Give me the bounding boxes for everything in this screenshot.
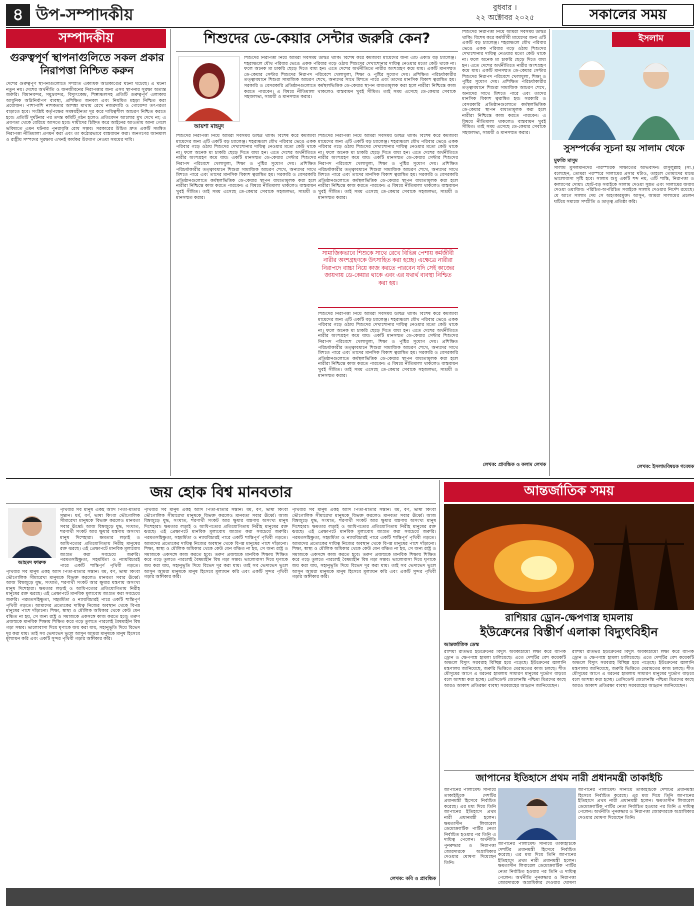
japan-body-col1: জাপানের পার্লামেন্ট সানায়ে তাকাইচিকে দেশটির প্রধানমন্ত্রী হিসেবে নির্বাচিত করেছে। এর মধ্য দিয়ে তিনি জাপানের ইতিহাসে প্রথম নারী প্রধানমন্ত্রী হলেন। ক্ষমতাসীন লিবারেল ডেমোক্র্যাটিক পার্টির নেতা নির্বাচিত হওয়ার পর তিনি এ দায়িত্ব পেলেন। অর্থনীতি পুনরুদ্ধার ও নিরাপত্তা জোরদারকে অগ্রাধিকার দেওয়ার ঘোষণা দিয়েছেন তিনি। — [444, 788, 496, 866]
humanity-body-col1: পৃথিবীর সব মানুষ একই আদি পিতা-মাতার সন্তান। ধর্ম, বর্ণ, ভাষা কিংবা ভৌগোলিক সীমারেখা মানুষকে বিভক্ত করলেও মানবতা সবার ঊর্ধ্বে। আজ বিশ্বজুড়ে যুদ্ধ, সংঘাত, শরণার্থী সংকট আর ক্ষুধার যন্ত্রণায় অসংখ্য মানুষ দিশেহারা। ক্ষমতার লড়াই ও আধিপত্যের প্রতিযোগিতায় নিরীহ মানুষের রক্ত ঝরছে। এই প্রেক্ষাপটে মানবিক মূল্যবোধ জাগ্রত করা সবচেয়ে জরুরি। পরমতসহিষ্ণুতা, সহমর্মিতা ও ন্যায়বিচারই পারে একটি শান্তিপূর্ণ পৃথিবী গড়তে। আমাদের প্রত্যেকের দায়িত্ব নিজের অবস্থান থেকে বিপন্ন মানুষের পাশে দাঁড়ানো। শিক্ষা, স্বাস্থ্য ও মৌলিক অধিকার থেকে কেউ যেন বঞ্চিত না হয়, সে জন্য রাষ্ট্র ও সমাজকে একসঙ্গে কাজ করতে হবে। তরুণ প্রজন্মকে মানবিক শিক্ষায় শিক্ষিত করে গড়ে তুলতে পারলেই বৈষম্যহীন বিশ্ব গড়া সম্ভব। ভালোবাসা দিয়ে ঘৃণাকে জয় করা যায়, সহানুভূতি দিয়ে বিভেদ দূর করা যায়। তাই সব ভেদাভেদ ভুলে আসুন আমরা মানুষকে মানুষ হিসেবে মূল্যায়ন করি এবং একটি সুন্দর পৃথিবী গড়ার অঙ্গীকার করি। — [6, 570, 140, 643]
ukraine-fire-photo — [444, 504, 694, 610]
section-title: উপ-সম্পাদকীয় — [36, 5, 134, 24]
column-divider — [170, 29, 171, 476]
international-label: আন্তর্জাতিক সময় — [444, 482, 694, 502]
author-portrait-icon — [179, 57, 239, 121]
humanity-byline: লেখক: কবি ও প্রাবন্ধিক — [389, 877, 436, 882]
masthead-logo: সকালের সময় — [562, 4, 694, 26]
daycare-body-col2b: শিশুদের নিরাপত্তা নিয়ে আমরা সবসময় উদ্বিগ্ন থাকি। বিশেষ করে কর্মজীবী মায়েদের জন্য এটি একটি বড় চ্যালেঞ্জ। শহরাঞ্চলে যৌথ পরিবার ভেঙে একক পরিবার গড়ে ওঠায় শিশুদের দেখাশোনার দায়িত্ব নেওয়ার মতো কেউ থাকে না। ফলে অনেক মা চাকরি ছেড়ে দিতে বাধ্য হন। এতে দেশের অর্থনীতিতে নারীর অংশগ্রহণ কমে যায়। একটি মানসম্মত ডে-কেয়ার সেন্টার শিশুদের নিরাপদ পরিবেশে খেলাধুলা, শিক্ষা ও পুষ্টির সুযোগ দেয়। প্রশিক্ষিত পরিচর্যাকারীর তত্ত্বাবধানে শিশুরা সামাজিক আচরণ শেখে, অন্যদের সাথে মিশতে পারে এবং তাদের মানসিক বিকাশ ত্বরান্বিত হয়। সরকারি ও বেসরকারি প্রতিষ্ঠানগুলোতে কর্মস্থলভিত্তিক ডে-কেয়ার স্থাপন বাধ্যতামূলক করা হলে নারীরা নিশ্চিন্তে কাজ করতে পারবেন। এ বিষয়ে নীতিমালা থাকলেও বাস্তবায়ন খুবই সীমিত। তাই সময় এসেছে ডে-কেয়ার সেবাকে সহজলভ্য, সাশ্রয়ী ও মানসম্মত করার। — [318, 312, 458, 379]
page-number: ৪ — [6, 4, 30, 26]
daycare-body-col2a: শিশুদের নিরাপত্তা নিয়ে আমরা সবসময় উদ্বিগ্ন থাকি। বিশেষ করে কর্মজীবী মায়েদের জন্য এটি একটি বড় চ্যালেঞ্জ। শহরাঞ্চলে যৌথ পরিবার ভেঙে একক পরিবার গড়ে ওঠায় শিশুদের দেখাশোনার দায়িত্ব নেওয়ার মতো কেউ থাকে না। ফলে অনেক মা চাকরি ছেড়ে দিতে বাধ্য হন। এতে দেশের অর্থনীতিতে নারীর অংশগ্রহণ কমে যায়। একটি মানসম্মত ডে-কেয়ার সেন্টার শিশুদের নিরাপদ পরিবেশে খেলাধুলা, শিক্ষা ও পুষ্টির সুযোগ দেয়। প্রশিক্ষিত পরিচর্যাকারীর তত্ত্বাবধানে শিশুরা সামাজিক আচরণ শেখে, অন্যদের সাথে মিশতে পারে এবং তাদের মানসিক বিকাশ ত্বরান্বিত হয়। সরকারি ও বেসরকারি প্রতিষ্ঠানগুলোতে কর্মস্থলভিত্তিক ডে-কেয়ার স্থাপন বাধ্যতামূলক করা হলে নারীরা নিশ্চিন্তে কাজ করতে পারবেন। এ বিষয়ে নীতিমালা থাকলেও বাস্তবায়ন খুবই সীমিত। তাই সময় এসেছে ডে-কেয়ার সেবাকে সহজলভ্য, সাশ্রয়ী ও মানসম্মত করার। — [318, 134, 458, 201]
japan-headline: জাপানের ইতিহাসে প্রথম নারী প্রধানমন্ত্রী তাকাইচি — [475, 773, 663, 784]
section-rule — [6, 478, 694, 479]
daycare-body-col1: শিশুদের নিরাপত্তা নিয়ে আমরা সবসময় উদ্বিগ্ন থাকি। বিশেষ করে কর্মজীবী মায়েদের জন্য এটি একটি বড় চ্যালেঞ্জ। শহরাঞ্চলে যৌথ পরিবার ভেঙে একক পরিবার গড়ে ওঠায় শিশুদের দেখাশোনার দায়িত্ব নেওয়ার মতো কেউ থাকে না। ফলে অনেক মা চাকরি ছেড়ে দিতে বাধ্য হন। এতে দেশের অর্থনীতিতে নারীর অংশগ্রহণ কমে যায়। একটি মানসম্মত ডে-কেয়ার সেন্টার শিশুদের নিরাপদ পরিবেশে খেলাধুলা, শিক্ষা ও পুষ্টির সুযোগ দেয়। প্রশিক্ষিত পরিচর্যাকারীর তত্ত্বাবধানে শিশুরা সামাজিক আচরণ শেখে, অন্যদের সাথে মিশতে পারে এবং তাদের মানসিক বিকাশ ত্বরান্বিত হয়। সরকারি ও বেসরকারি প্রতিষ্ঠানগুলোতে কর্মস্থলভিত্তিক ডে-কেয়ার স্থাপন বাধ্যতামূলক করা হলে নারীরা নিশ্চিন্তে কাজ করতে পারবেন। এ বিষয়ে নীতিমালা থাকলেও বাস্তবায়ন খুবই সীমিত। তাই সময় এসেছে ডে-কেয়ার সেবাকে সহজলভ্য, সাশ্রয়ী ও মানসম্মত করার। — [176, 134, 316, 201]
footer-band — [6, 888, 694, 906]
humanity-body-col2: পৃথিবীর সব মানুষ একই আদি পিতা-মাতার সন্তান। ধর্ম, বর্ণ, ভাষা কিংবা ভৌগোলিক সীমারেখা মানুষকে বিভক্ত করলেও মানবতা সবার ঊর্ধ্বে। আজ বিশ্বজুড়ে যুদ্ধ, সংঘাত, শরণার্থী সংকট আর ক্ষুধার যন্ত্রণায় অসংখ্য মানুষ দিশেহারা। ক্ষমতার লড়াই ও আধিপত্যের প্রতিযোগিতায় নিরীহ মানুষের রক্ত ঝরছে। এই প্রেক্ষাপটে মানবিক মূল্যবোধ জাগ্রত করা সবচেয়ে জরুরি। পরমতসহিষ্ণুতা, সহমর্মিতা ও ন্যায়বিচারই পারে একটি শান্তিপূর্ণ পৃথিবী গড়তে। আমাদের প্রত্যেকের দায়িত্ব নিজের অবস্থান থেকে বিপন্ন মানুষের পাশে দাঁড়ানো। শিক্ষা, স্বাস্থ্য ও মৌলিক অধিকার থেকে কেউ যেন বঞ্চিত না হয়, সে জন্য রাষ্ট্র ও সমাজকে একসঙ্গে কাজ করতে হবে। তরুণ প্রজন্মকে মানবিক শিক্ষায় শিক্ষিত করে গড়ে তুলতে পারলেই বৈষম্যহীন বিশ্ব গড়া সম্ভব। ভালোবাসা দিয়ে ঘৃণাকে জয় করা যায়, সহানুভূতি দিয়ে বিভেদ দূর করা যায়। তাই সব ভেদাভেদ ভুলে আসুন আমরা মানুষকে মানুষ হিসেবে মূল্যায়ন করি এবং একটি সুন্দর পৃথিবী গড়ার অঙ্গীকার করি। — [144, 508, 288, 581]
humanity-headline-rule — [6, 503, 436, 504]
japan-body-col3: জাপানের পার্লামেন্ট সানায়ে তাকাইচিকে দেশটির প্রধানমন্ত্রী হিসেবে নির্বাচিত করেছে। এর মধ্য দিয়ে তিনি জাপানের ইতিহাসে প্রথম নারী প্রধানমন্ত্রী হলেন। ক্ষমতাসীন লিবারেল ডেমোক্র্যাটিক পার্টির নেতা নির্বাচিত হওয়ার পর তিনি এ দায়িত্ব পেলেন। অর্থনীতি পুনরুদ্ধার ও নিরাপত্তা জোরদারকে অগ্রাধিকার দেওয়ার ঘোষণা — [498, 842, 576, 886]
author-photo — [178, 56, 240, 122]
japan-body-col2: জাপানের পার্লামেন্ট সানায়ে তাকাইচিকে দেশটির প্রধানমন্ত্রী হিসেবে নির্বাচিত করেছে। এর মধ্য দিয়ে তিনি জাপানের ইতিহাসে প্রথম নারী প্রধানমন্ত্রী হলেন। ক্ষমতাসীন লিবারেল ডেমোক্র্যাটিক পার্টির নেতা নির্বাচিত হওয়ার পর তিনি এ দায়িত্ব পেলেন। অর্থনীতি পুনরুদ্ধার ও নিরাপত্তা জোরদারকে অগ্রাধিকার দেওয়ার ঘোষণা দিয়েছেন তিনি। — [578, 788, 694, 821]
ukraine-body-col2: রাশিয়া রাতভর ইউক্রেনের বিদ্যুৎ অবকাঠামো লক্ষ্য করে ব্যাপক ড্রোন ও ক্ষেপণাস্ত্র হামলা চালিয়েছে। এতে দেশটির বেশ কয়েকটি অঞ্চলে বিদ্যুৎ সরবরাহ বিচ্ছিন্ন হয়ে পড়েছে। ইউক্রেনের জ্বালানি মন্ত্রণালয় জানিয়েছে, জরুরি ভিত্তিতে মেরামতের কাজ চলছে। শীত মৌসুমের আগে এ ধরনের হামলায় সাধারণ মানুষের দুর্ভোগ বাড়বে বলে আশঙ্কা করা হচ্ছে। প্রেসিডেন্ট জেলেনস্কি পশ্চিমা মিত্রদের কাছে আরও আকাশ প্রতিরক্ষা ব্যবস্থা সরবরাহের আহ্বান জানিয়েছেন। — [572, 650, 694, 689]
islam-byline: লেখক: ইসলামবিষয়ক গবেষক — [636, 465, 694, 470]
daycare-headline-rule — [176, 51, 458, 52]
author-portrait-icon — [8, 508, 56, 558]
column-divider — [549, 29, 550, 476]
daycare-headline: শিশুদের ডে-কেয়ার সেন্টার জরুরি কেন? — [203, 31, 431, 47]
humanity-author-photo — [8, 508, 56, 558]
humanity-headline: জয় হোক বিশ্ব মানবতার — [150, 483, 292, 501]
fire-explosion-icon — [444, 504, 694, 610]
ukraine-body-col1: রাশিয়া রাতভর ইউক্রেনের বিদ্যুৎ অবকাঠামো লক্ষ্য করে ব্যাপক ড্রোন ও ক্ষেপণাস্ত্র হামলা চালিয়েছে। এতে দেশটির বেশ কয়েকটি অঞ্চলে বিদ্যুৎ সরবরাহ বিচ্ছিন্ন হয়ে পড়েছে। ইউক্রেনের জ্বালানি মন্ত্রণালয় জানিয়েছে, জরুরি ভিত্তিতে মেরামতের কাজ চলছে। শীত মৌসুমের আগে এ ধরনের হামলায় সাধারণ মানুষের দুর্ভোগ বাড়বে বলে আশঙ্কা করা হচ্ছে। প্রেসিডেন্ট জেলেনস্কি পশ্চিমা মিত্রদের কাছে আরও আকাশ প্রতিরক্ষা ব্যবস্থা সরবরাহের আহ্বান জানিয়েছেন। — [444, 650, 566, 689]
islam-headline: সুসম্পর্কের সূচনা হয় সালাম থেকে — [563, 144, 685, 154]
editorial-headline: গুরুত্বপূর্ণ স্থাপনাগুলিতে সকল প্রকার নিরাপত্তা নিশ্চিত করুন — [9, 52, 165, 77]
daycare-intro: শিশুদের নিরাপত্তা নিয়ে আমরা সবসময় উদ্বিগ্ন থাকি। বিশেষ করে কর্মজীবী মায়েদের জন্য এটি একটি বড় চ্যালেঞ্জ। শহরাঞ্চলে যৌথ পরিবার ভেঙে একক পরিবার গড়ে ওঠায় শিশুদের দেখাশোনার দায়িত্ব নেওয়ার মতো কেউ থাকে না। ফলে অনেক মা চাকরি ছেড়ে দিতে বাধ্য হন। এতে দেশের অর্থনীতিতে নারীর অংশগ্রহণ কমে যায়। একটি মানসম্মত ডে-কেয়ার সেন্টার শিশুদের নিরাপদ পরিবেশে খেলাধুলা, শিক্ষা ও পুষ্টির সুযোগ দেয়। প্রশিক্ষিত পরিচর্যাকারীর তত্ত্বাবধানে শিশুরা সামাজিক আচরণ শেখে, অন্যদের সাথে মিশতে পারে এবং তাদের মানসিক বিকাশ ত্বরান্বিত হয়। সরকারি ও বেসরকারি প্রতিষ্ঠানগুলোতে কর্মস্থলভিত্তিক ডে-কেয়ার স্থাপন বাধ্যতামূলক করা হলে নারীরা নিশ্চিন্তে কাজ করতে পারবেন। এ বিষয়ে নীতিমালা থাকলেও বাস্তবায়ন খুবই সীমিত। তাই সময় এসেছে ডে-কেয়ার সেবাকে সহজলভ্য, সাশ্রয়ী ও মানসম্মত করার। — [244, 56, 456, 101]
islam-label: ইসলাম — [612, 32, 690, 47]
ukraine-headline-line2: ইউক্রেনের বিস্তীর্ণ এলাকা বিদ্যুৎবিহীন — [480, 625, 658, 639]
story-rule — [444, 770, 694, 771]
daycare-author: আয়শা মাহমুদ — [194, 124, 224, 130]
editorial-label: সম্পাদকীয় — [6, 29, 166, 48]
column-divider — [439, 480, 440, 886]
islam-body: সালাম মুসলমানদের পারস্পরিক সাক্ষাতের অভিবাদন। রাসুলুল্লাহ (সা.) বলেছেন, তোমরা পরস্পরে সালামের প্রসার ঘটাও, তাহলে তোমাদের মাঝে ভালোবাসা সৃষ্টি হবে। সালাম শুধু একটি শব্দ নয়, এটি শান্তি, নিরাপত্তা ও কল্যাণের দোয়া। ছোট-বড় সবাইকে সালাম দেওয়া সুন্নত এবং সালামের জবাব দেওয়া ওয়াজিব। পরিচিত-অপরিচিত সবাইকে সালাম দেওয়ার নির্দেশ রয়েছে। যে আগে সালাম দেয় সে অহংকারমুক্ত। আসুন, আমরা সালামের প্রচলন ঘটিয়ে সমাজে সম্প্রীতি ও ভ্রাতৃত্ব প্রতিষ্ঠা করি। — [554, 166, 694, 205]
header-rule — [6, 27, 694, 28]
humanity-intro: পৃথিবীর সব মানুষ একই আদি পিতা-মাতার সন্তান। ধর্ম, বর্ণ, ভাষা কিংবা ভৌগোলিক সীমারেখা মানুষকে বিভক্ত করলেও মানবতা সবার ঊর্ধ্বে। আজ বিশ্বজুড়ে যুদ্ধ, সংঘাত, শরণার্থী সংকট আর ক্ষুধার যন্ত্রণায় অসংখ্য মানুষ দিশেহারা। ক্ষমতার লড়াই ও আধিপত্যের প্রতিযোগিতায় নিরীহ মানুষের রক্ত ঝরছে। এই প্রেক্ষাপটে মানবিক মূল্যবোধ জাগ্রত করা সবচেয়ে জরুরি। পরমতসহিষ্ণুতা, সহমর্মিতা ও ন্যায়বিচারই পারে একটি শান্তিপূর্ণ পৃথিবী গড়তে। — [60, 508, 140, 568]
editorial-body: দেশের গুরুত্বপূর্ণ স্থাপনাগুলোতে সম্প্রতি একাধিক অগ্নিকাণ্ডের ঘটনা ঘটেছে। এ ঘটনা নতুন নয়। দেশের অর্থনীতি ও জনজীবনের নিরাপত্তার জন্য এসব স্থাপনার সুরক্ষা অত্যন্ত জরুরি। বিমানবন্দর, সমুদ্রবন্দর, বিদ্যুৎকেন্দ্র, শিল্পাঞ্চলসহ প্রতিটি গুরুত্বপূর্ণ এলাকায় আধুনিক অগ্নিনির্বাপণ ব্যবস্থা, প্রশিক্ষিত জনবল এবং নিয়মিত মহড়া নিশ্চিত করা প্রয়োজন। পাশাপাশি নাশকতার আশঙ্কা মাথায় রেখে নজরদারি ও গোয়েন্দা তৎপরতা বাড়াতে হবে। সংশ্লিষ্ট কর্তৃপক্ষের সমন্বয়হীনতা দূর করে দায়িত্বশীল আচরণ নিশ্চিত করতে হবে। প্রতিটি দুর্ঘটনার পর তদন্ত কমিটি গঠন হলেও প্রতিবেদন আলোর মুখ দেখে না; এ প্রবণতা থেকে বেরিয়ে আসতে হবে। দায়ীদের চিহ্নিত করে আইনের আওতায় আনা গেলে ভবিষ্যতে এমন ঘটনার পুনরাবৃত্তি রোধ সম্ভব। সরকারের উচিত দ্রুত একটি সমন্বিত নিরাপত্তা নীতিমালা প্রণয়ন করা এবং তা কঠোরভাবে বাস্তবায়ন করা। জনগণের জানমাল ও রাষ্ট্রীয় সম্পদের সুরক্ষায় এখনই কার্যকর উদ্যোগ নেওয়া সময়ের দাবি। — [6, 82, 166, 143]
daycare-byline: লেখক: প্রাবন্ধিক ও কলাম লেখক — [482, 463, 546, 468]
japan-pm-portrait-icon — [498, 788, 576, 840]
ukraine-headline-line1: রাশিয়ার ড্রোন-ক্ষেপণাস্ত্র হামলায় — [505, 613, 633, 624]
issue-date — [460, 3, 550, 23]
humanity-author: আহমদ ফারুক — [17, 560, 47, 566]
issue-date-text: ২২ অক্টোবর ২০২৫ — [475, 13, 535, 22]
islam-author: মুফতি মাসুম — [554, 158, 578, 164]
humanity-body-col3: পৃথিবীর সব মানুষ একই আদি পিতা-মাতার সন্তান। ধর্ম, বর্ণ, ভাষা কিংবা ভৌগোলিক সীমারেখা মানুষকে বিভক্ত করলেও মানবতা সবার ঊর্ধ্বে। আজ বিশ্বজুড়ে যুদ্ধ, সংঘাত, শরণার্থী সংকট আর ক্ষুধার যন্ত্রণায় অসংখ্য মানুষ দিশেহারা। ক্ষমতার লড়াই ও আধিপত্যের প্রতিযোগিতায় নিরীহ মানুষের রক্ত ঝরছে। এই প্রেক্ষাপটে মানবিক মূল্যবোধ জাগ্রত করা সবচেয়ে জরুরি। পরমতসহিষ্ণুতা, সহমর্মিতা ও ন্যায়বিচারই পারে একটি শান্তিপূর্ণ পৃথিবী গড়তে। আমাদের প্রত্যেকের দায়িত্ব নিজের অবস্থান থেকে বিপন্ন মানুষের পাশে দাঁড়ানো। শিক্ষা, স্বাস্থ্য ও মৌলিক অধিকার থেকে কেউ যেন বঞ্চিত না হয়, সে জন্য রাষ্ট্র ও সমাজকে একসঙ্গে কাজ করতে হবে। তরুণ প্রজন্মকে মানবিক শিক্ষায় শিক্ষিত করে গড়ে তুলতে পারলেই বৈষম্যহীন বিশ্ব গড়া সম্ভব। ভালোবাসা দিয়ে ঘৃণাকে জয় করা যায়, সহানুভূতি দিয়ে বিভেদ দূর করা যায়। তাই সব ভেদাভেদ ভুলে আসুন আমরা মানুষকে মানুষ হিসেবে মূল্যায়ন করি এবং একটি সুন্দর পৃথিবী গড়ার অঙ্গীকার করি। — [292, 508, 436, 581]
japan-pm-photo — [498, 788, 576, 840]
ukraine-dateline: আন্তর্জাতিক ডেস্ক — [444, 642, 479, 648]
issue-day: বুধবার । — [493, 3, 517, 12]
daycare-pullquote: সামাজিকভাবে শিশুকে সাথে রেখে বিভিন্ন পেশায় কর্মজীবী নারীর অংশগ্রহণকে উৎসাহিত করা হচ্ছে। এক্ষেত্রে নারীরা নিরাপদে বাচ্চা নিয়ে কাজ করতে পারবেন যদি সেই কাজের জায়গায় ডে-কেয়ার থাকে এবং এর যথার্থ ব্যবস্থা নিশ্চিত করা হয়। — [318, 248, 458, 308]
daycare-body-col3: শিশুদের নিরাপত্তা নিয়ে আমরা সবসময় উদ্বিগ্ন থাকি। বিশেষ করে কর্মজীবী মায়েদের জন্য এটি একটি বড় চ্যালেঞ্জ। শহরাঞ্চলে যৌথ পরিবার ভেঙে একক পরিবার গড়ে ওঠায় শিশুদের দেখাশোনার দায়িত্ব নেওয়ার মতো কেউ থাকে না। ফলে অনেক মা চাকরি ছেড়ে দিতে বাধ্য হন। এতে দেশের অর্থনীতিতে নারীর অংশগ্রহণ কমে যায়। একটি মানসম্মত ডে-কেয়ার সেন্টার শিশুদের নিরাপদ পরিবেশে খেলাধুলা, শিক্ষা ও পুষ্টির সুযোগ দেয়। প্রশিক্ষিত পরিচর্যাকারীর তত্ত্বাবধানে শিশুরা সামাজিক আচরণ শেখে, অন্যদের সাথে মিশতে পারে এবং তাদের মানসিক বিকাশ ত্বরান্বিত হয়। সরকারি ও বেসরকারি প্রতিষ্ঠানগুলোতে কর্মস্থলভিত্তিক ডে-কেয়ার স্থাপন বাধ্যতামূলক করা হলে নারীরা নিশ্চিন্তে কাজ করতে পারবেন। এ বিষয়ে নীতিমালা থাকলেও বাস্তবায়ন খুবই সীমিত। তাই সময় এসেছে ডে-কেয়ার সেবাকে সহজলভ্য, সাশ্রয়ী ও মানসম্মত করার। — [462, 30, 546, 136]
